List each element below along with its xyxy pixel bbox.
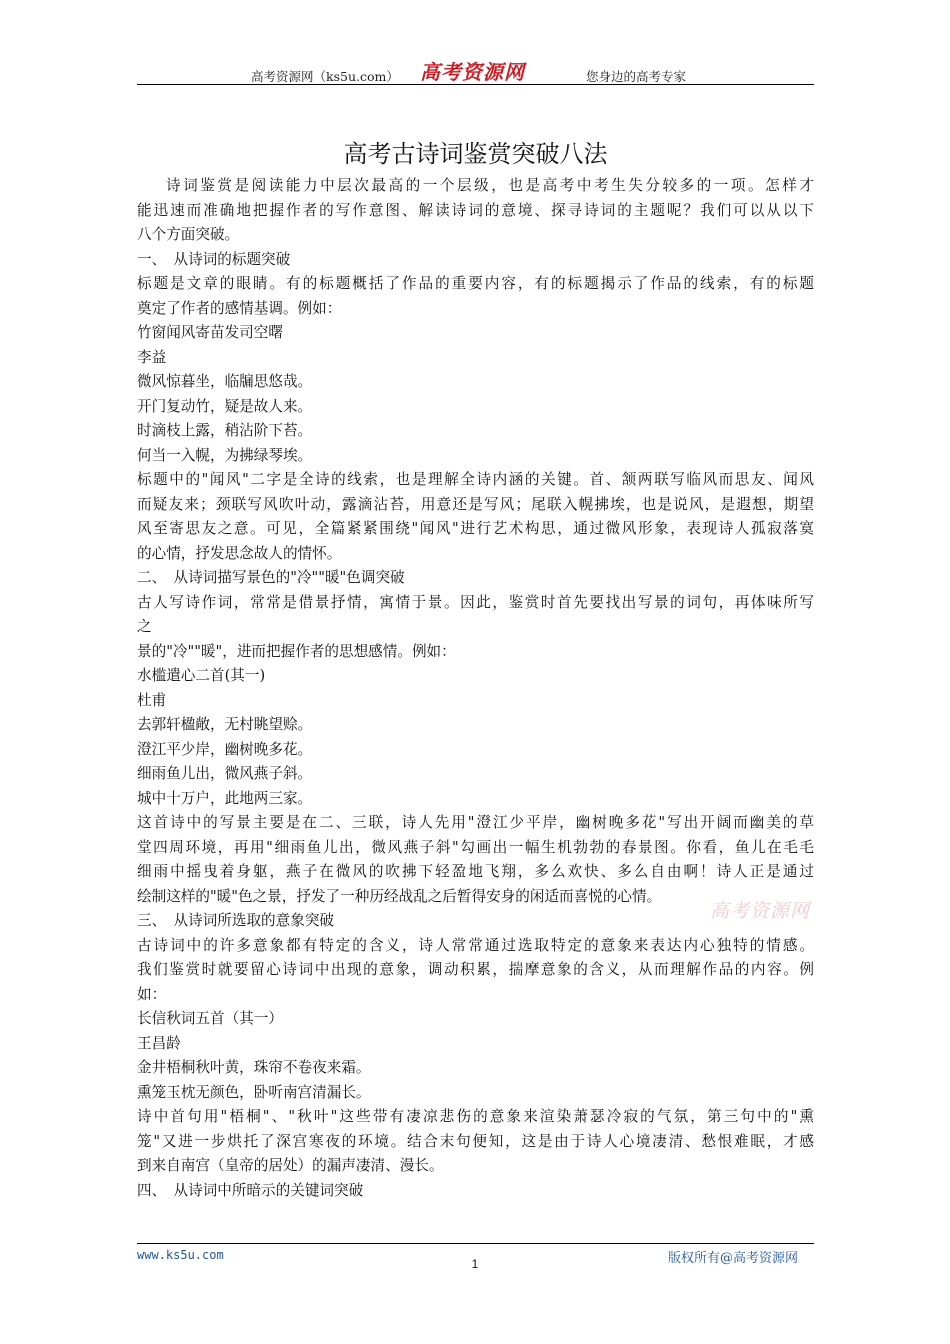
text-line: 开门复动竹，疑是故人来。 bbox=[137, 397, 313, 415]
text-line: 王昌龄 bbox=[137, 1034, 181, 1052]
text-line: 澄江平少岸，幽树晚多花。 bbox=[137, 740, 313, 758]
text-line: 长信秋词五首（其一） bbox=[137, 1010, 283, 1027]
text-line: 古诗词中的许多意象都有特定的含义，诗人常常通过选取特定的意象来表达内心独特的情感。 bbox=[137, 936, 814, 954]
header-slogan: 您身边的高考专家 bbox=[586, 69, 687, 84]
footer-website-link[interactable]: www.ks5u.com bbox=[137, 1248, 224, 1262]
text-line: 时滴枝上露，稍沾阶下苔。 bbox=[137, 422, 313, 439]
text-line: 微风惊暮坐，临牖思悠哉。 bbox=[137, 373, 313, 390]
text-line: 三、 从诗词所选取的意象突破 bbox=[137, 912, 335, 929]
text-line: 景的"冷""暖"，进而把握作者的思想感情。例如： bbox=[137, 642, 456, 660]
document-body bbox=[137, 174, 814, 1203]
text-line: 的心情，抒发思念故人的情怀。 bbox=[137, 544, 342, 562]
text-line: 古人写诗作词，常常是借景抒情，寓情于景。因此，鉴赏时首先要找出写景的词句，再体味所写 bbox=[137, 593, 814, 611]
text-line: 如： bbox=[137, 985, 167, 1003]
text-line: 细雨中摇曳着身躯，燕子在微风的吹拂下轻盈地飞翔，多么欢快、多么自由啊！诗人正是通过 bbox=[137, 863, 814, 880]
watermark: 高考资源网 bbox=[710, 900, 811, 922]
text-line: 到来自南宫（皇帝的居处）的漏声凄清、漫长。 bbox=[137, 1157, 444, 1174]
text-line: 标题是文章的眼睛。有的标题概括了作品的重要内容，有的标题揭示了作品的线索，有的标题 bbox=[137, 275, 814, 292]
footer-rule bbox=[137, 1243, 814, 1244]
text-line: 李益 bbox=[137, 348, 167, 366]
text-line: 竹窗闻风寄苗发司空曙 bbox=[137, 324, 283, 341]
document-title: 高考古诗词鉴赏突破八法 bbox=[343, 140, 608, 168]
text-line: 二、 从诗词描写景色的"冷""暖"色调突破 bbox=[137, 569, 405, 586]
header-site-name: 高考资源网（ks5u.com） bbox=[251, 69, 399, 84]
text-line: 奠定了作者的感情基调。例如： bbox=[137, 299, 342, 317]
text-line: 我们鉴赏时就要留心诗词中出现的意象，调动积累，揣摩意象的含义，从而理解作品的内容。例 bbox=[137, 961, 814, 978]
text-line: 笼"又进一步烘托了深宫寒夜的环境。结合末句便知，这是由于诗人心境凄清、愁恨难眠，才感 bbox=[137, 1132, 814, 1150]
text-line: 杜甫 bbox=[137, 691, 167, 709]
footer-copyright: 版权所有@高考资源网 bbox=[668, 1251, 799, 1266]
text-line: 水槛遣心二首(其一) bbox=[137, 667, 266, 684]
text-line: 标题中的"闻风"二字是全诗的线索，也是理解全诗内涵的关键。首、颔两联写临风而思友、闻风 bbox=[137, 471, 814, 488]
text-line: 诗中首句用"梧桐"、"秋叶"这些带有凄凉悲伤的意象来渲染萧瑟冷寂的气氛，第三句中的"熏 bbox=[137, 1108, 814, 1125]
text-line: 一、 从诗词的标题突破 bbox=[137, 250, 291, 268]
text-line: 诗词鉴赏是阅读能力中层次最高的一个层级，也是高考中考生失分较多的一项。怎样才 bbox=[166, 177, 814, 194]
text-line: 堂四周环境，再用"细雨鱼儿出，微风燕子斜"勾画出一幅生机勃勃的春景图。你看，鱼儿在毛毛 bbox=[137, 838, 814, 856]
text-line: 绘制这样的"暖"色之景，抒发了一种历经战乱之后暂得安身的闲适而喜悦的心情。 bbox=[137, 887, 662, 905]
page-number: 1 bbox=[471, 1257, 479, 1271]
text-line: 四、 从诗词中所暗示的关键词突破 bbox=[137, 1181, 364, 1199]
text-line: 风至寄思友之意。可见，全篇紧紧围绕"闻风"进行艺术构思，通过微风形象，表现诗人孤寂落寞 bbox=[137, 520, 814, 537]
text-line: 能迅速而准确地把握作者的写作意图、解读诗词的意境、探寻诗词的主题呢？我们可以从以下 bbox=[137, 201, 814, 219]
text-line: 之 bbox=[137, 618, 152, 635]
text-line: 金井梧桐秋叶黄，珠帘不卷夜来霜。 bbox=[137, 1059, 371, 1076]
page-header bbox=[137, 60, 814, 84]
text-line: 去郭轩楹敞，无村眺望赊。 bbox=[137, 716, 313, 733]
header-logo: 高考资源网 bbox=[420, 60, 525, 84]
text-line: 熏笼玉枕无颜色，卧听南宫清漏长。 bbox=[137, 1083, 371, 1101]
header-rule bbox=[137, 84, 814, 85]
text-line: 何当一入幌，为拂绿琴埃。 bbox=[137, 446, 313, 464]
text-line: 而疑友来；颈联写风吹叶动，露滴沾苔，用意还是写风；尾联入幌拂埃，也是说风，是遐想，期望 bbox=[137, 495, 814, 513]
text-line: 城中十万户，此地两三家。 bbox=[137, 789, 313, 807]
text-line: 八个方面突破。 bbox=[137, 226, 240, 243]
text-line: 这首诗中的写景主要是在二、三联，诗人先用"澄江少平岸，幽树晚多花"写出开阔而幽美的草 bbox=[137, 814, 814, 831]
text-line: 细雨鱼儿出，微风燕子斜。 bbox=[137, 765, 313, 782]
